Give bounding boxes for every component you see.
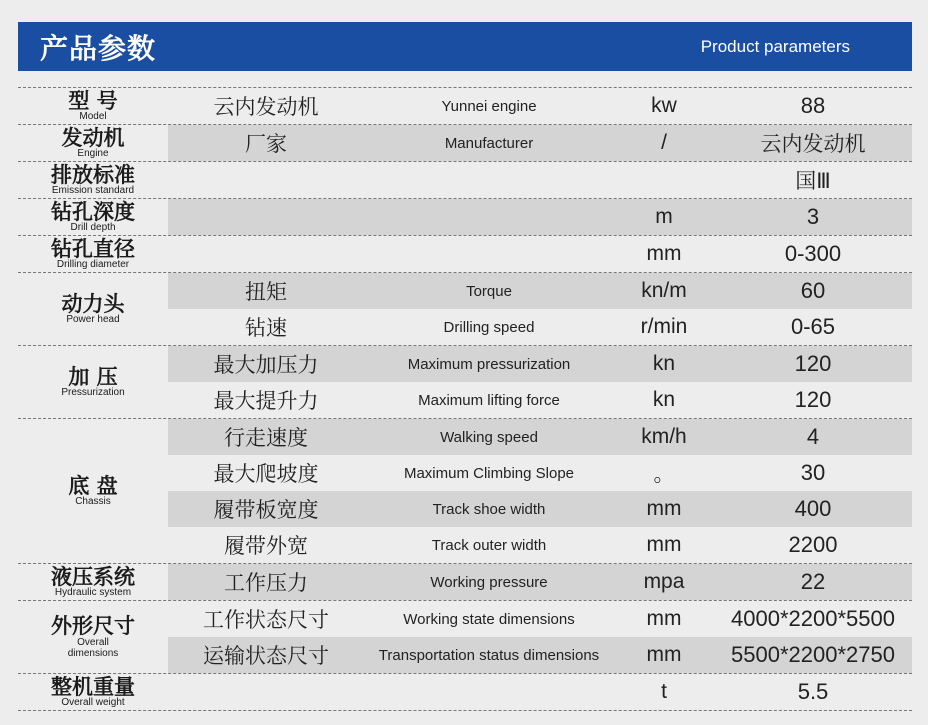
param-name-en: Track outer width: [431, 536, 547, 554]
param-name-en: Track shoe width: [432, 500, 546, 518]
group-label-en: Engine: [77, 148, 109, 159]
param-unit: kn/m: [641, 279, 687, 302]
table-row: [168, 273, 912, 309]
group-label-cn: 加 压: [68, 365, 118, 389]
param-name-cn: [168, 199, 364, 235]
param-name-cn: 最大爬坡度: [213, 462, 319, 486]
param-name-cn: 工作状态尺寸: [203, 608, 329, 632]
param-name-cn: 行走速度: [224, 426, 308, 450]
param-unit: mm: [646, 242, 682, 265]
param-value: 120: [794, 351, 832, 376]
param-unit: mm: [646, 497, 682, 520]
group-label-en: Overall weight: [61, 697, 125, 708]
group-label-en: Drill depth: [70, 222, 116, 233]
table-row: [168, 88, 912, 124]
table-row: [168, 637, 912, 673]
param-unit: mpa: [643, 570, 685, 593]
table-row: [168, 125, 912, 161]
group-label-cn: 底 盘: [68, 474, 118, 498]
spec-group: [18, 674, 912, 711]
param-name-cn: 履带外宽: [224, 534, 308, 558]
param-name-cn: 履带板宽度: [213, 498, 319, 522]
param-value: 4: [806, 424, 820, 449]
section-title: 产品参数: [40, 31, 157, 65]
param-name-en: Transportation status dimensions: [378, 646, 600, 664]
table-row: [168, 162, 912, 198]
group-label-en: Chassis: [75, 496, 111, 507]
param-unit: kw: [651, 94, 677, 117]
group-label: [18, 125, 168, 161]
group-label-en: Model: [79, 111, 107, 122]
group-label-cn: 排放标准: [51, 163, 135, 187]
group-label-en: Overall dimensions: [67, 637, 119, 659]
param-name-en: Walking speed: [440, 428, 538, 446]
param-unit: [614, 162, 714, 198]
group-label-cn: 动力头: [61, 292, 125, 316]
param-name-cn: 最大提升力: [213, 389, 319, 413]
param-unit: t: [661, 680, 667, 703]
param-value: 4000*2200*5500: [731, 606, 895, 631]
group-label: [18, 162, 168, 198]
group-label-en: Pressurization: [61, 387, 125, 398]
param-name-en: Maximum Climbing Slope: [403, 464, 575, 482]
group-label-en: Hydraulic system: [54, 587, 132, 598]
group-label: [18, 88, 168, 124]
param-name-en: Drilling speed: [443, 318, 535, 336]
param-value: 0-65: [790, 314, 836, 339]
param-unit: mm: [646, 533, 682, 556]
table-row: [168, 674, 912, 710]
group-label-cn: 整机重量: [51, 675, 135, 699]
spec-group: [18, 236, 912, 273]
section-header: [18, 22, 912, 71]
param-unit: kn: [652, 352, 676, 375]
group-label-cn: 钻孔深度: [51, 200, 135, 224]
param-unit: /: [661, 131, 667, 154]
param-name-cn: 云内发动机: [213, 95, 319, 119]
param-name-en: [364, 199, 614, 235]
spec-group: [18, 419, 912, 564]
group-label-en: Drilling diameter: [56, 259, 130, 270]
param-unit: r/min: [640, 315, 688, 338]
table-row: [168, 455, 912, 491]
param-name-en: Yunnei engine: [441, 97, 537, 115]
group-label-en: Power head: [66, 314, 120, 325]
param-name-en: [364, 236, 614, 272]
param-unit: kn: [652, 388, 676, 411]
spec-group: [18, 564, 912, 601]
spec-group: [18, 273, 912, 346]
table-row: [168, 601, 912, 637]
param-unit: mm: [646, 643, 682, 666]
param-name-en: Maximum lifting force: [418, 391, 560, 409]
param-name-cn: 运输状态尺寸: [203, 644, 329, 668]
param-name-en: Working pressure: [430, 573, 548, 591]
param-value: 3: [806, 204, 820, 229]
spec-group: [18, 346, 912, 419]
param-value: 云内发动机: [760, 132, 866, 156]
spec-group: [18, 88, 912, 125]
param-name-cn: [168, 236, 364, 272]
spec-group: [18, 199, 912, 236]
param-name-en: Working state dimensions: [403, 610, 575, 628]
group-label-cn: 钻孔直径: [51, 237, 135, 261]
table-row: [168, 382, 912, 418]
group-label-cn: 发动机: [61, 126, 125, 150]
group-label: [18, 273, 168, 345]
param-name-cn: 扭矩: [245, 280, 287, 304]
param-value: 400: [794, 496, 832, 521]
table-row: [168, 236, 912, 272]
param-value: 5500*2200*2750: [731, 642, 895, 667]
param-name-en: Manufacturer: [444, 134, 534, 152]
group-label-cn: 型 号: [68, 89, 118, 113]
param-name-en: [364, 162, 614, 198]
param-value: 22: [800, 569, 826, 594]
param-name-cn: [168, 162, 364, 198]
param-name-cn: [168, 674, 364, 710]
group-label: [18, 674, 168, 710]
spec-table: [18, 87, 912, 711]
param-name-cn: 厂家: [245, 132, 287, 156]
table-row: [168, 199, 912, 235]
param-unit: mm: [646, 607, 682, 630]
param-value: 5.5: [797, 679, 829, 704]
table-row: [168, 564, 912, 600]
param-value: 30: [800, 460, 826, 485]
spec-group: [18, 162, 912, 199]
param-unit: m: [655, 205, 673, 228]
group-label: [18, 419, 168, 563]
spec-group: [18, 125, 912, 162]
param-value: 120: [794, 387, 832, 412]
param-value: 0-300: [784, 241, 842, 266]
param-name-en: Maximum pressurization: [407, 355, 571, 373]
param-value: 2200: [788, 532, 838, 557]
group-label-cn: 液压系统: [51, 565, 135, 589]
table-row: [168, 527, 912, 563]
param-unit: km/h: [641, 425, 687, 448]
param-name-en: [364, 674, 614, 710]
table-row: [168, 309, 912, 345]
param-name-cn: 钻速: [245, 316, 287, 340]
param-name-en: Torque: [466, 282, 512, 300]
param-value: 国Ⅲ: [795, 169, 831, 193]
group-label: [18, 236, 168, 272]
spec-group: [18, 601, 912, 674]
group-label-cn: 外形尺寸: [51, 614, 135, 638]
param-value: 88: [800, 93, 826, 118]
group-label: [18, 564, 168, 600]
group-label: [18, 199, 168, 235]
section-subtitle: Product parameters: [700, 36, 850, 56]
table-row: [168, 346, 912, 382]
param-unit: 。: [653, 463, 675, 486]
group-label: [18, 601, 168, 673]
group-label: [18, 346, 168, 418]
group-label-en: Emission standard: [51, 185, 135, 196]
param-name-cn: 工作压力: [224, 571, 308, 595]
table-row: [168, 491, 912, 527]
param-value: 60: [800, 278, 826, 303]
table-row: [168, 419, 912, 455]
param-name-cn: 最大加压力: [213, 353, 319, 377]
